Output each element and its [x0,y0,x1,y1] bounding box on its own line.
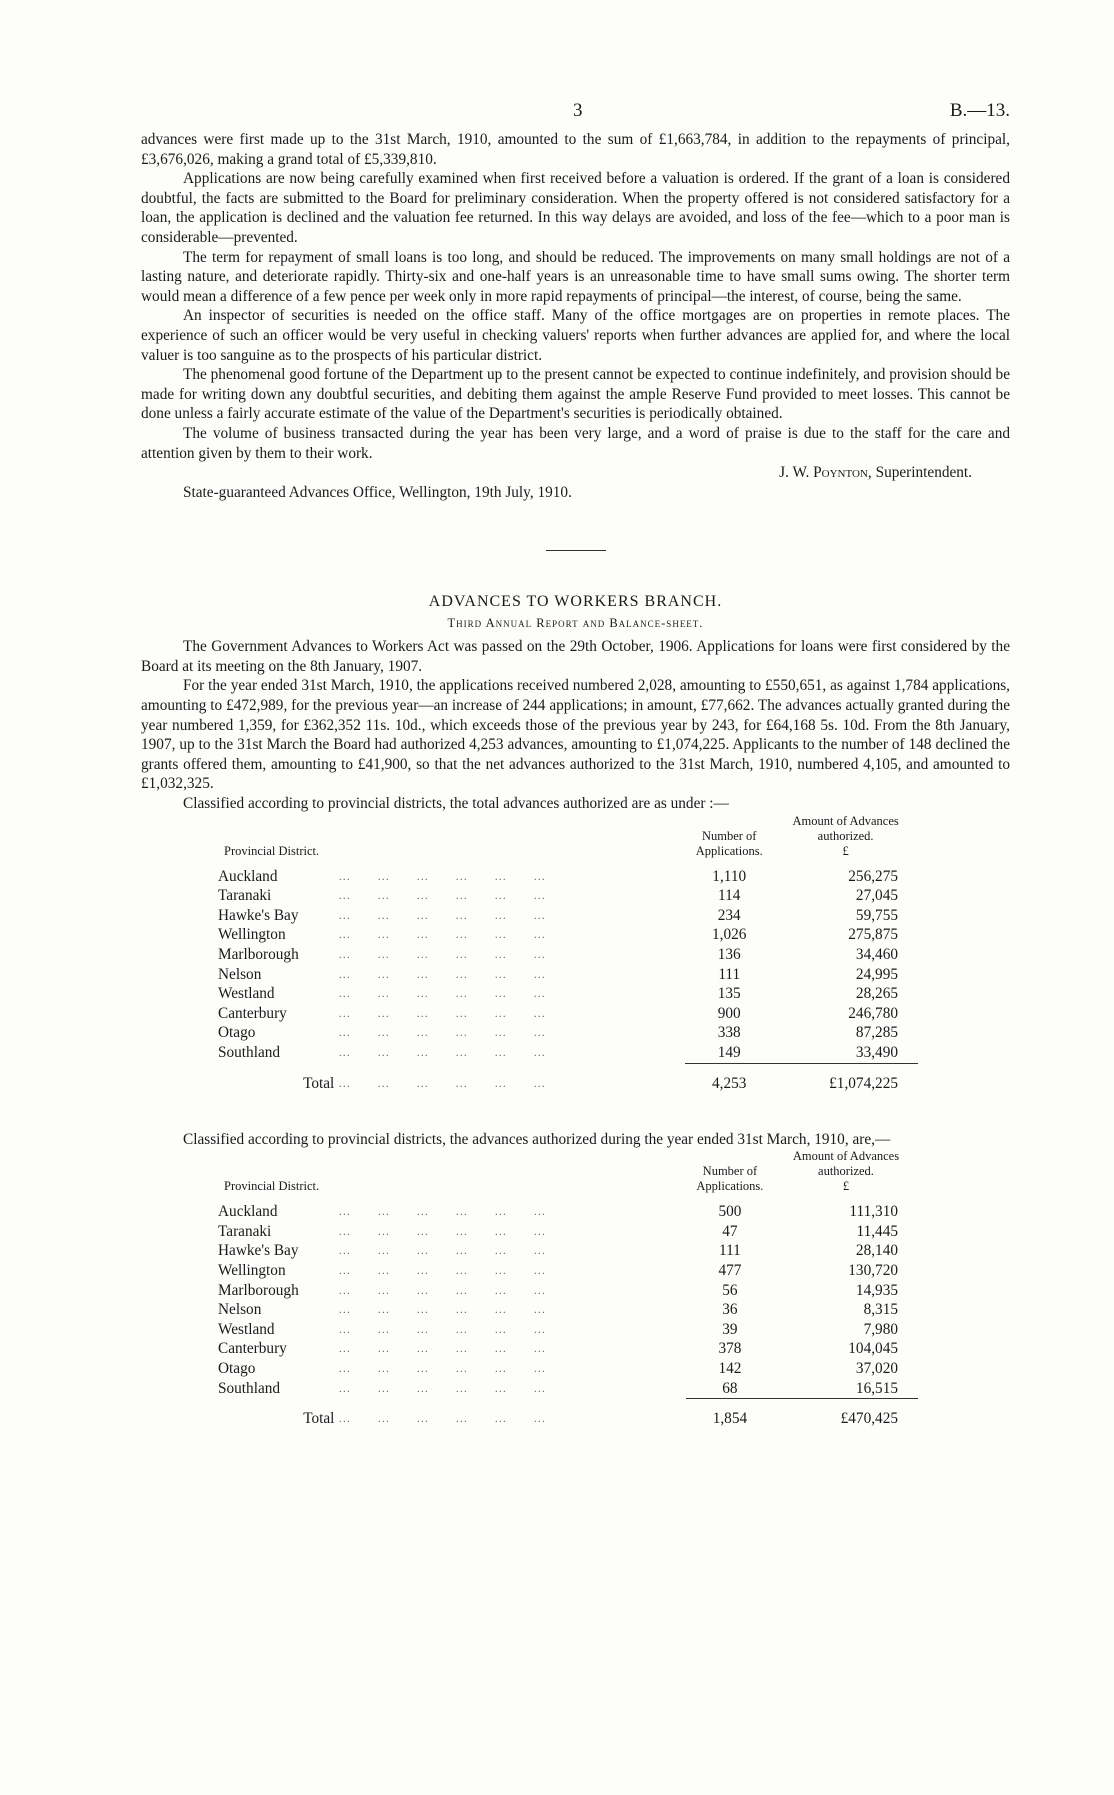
advance-amount: 130,720 [848,1261,898,1279]
paragraph: Applications are now being carefully examined when first received before a valuation is ordered. If the grant of a loan is considered doubtful, the facts are submitted to the Board for preliminary consideration. When the property offered is not considered satisfactory for a loan, the application is declined and the valuation fee returned. In this way delays are avoided, and loss of the fee—which to a poor man is considerable—prevented. [141,170,1010,246]
leader-dots: … … … … … … [338,1262,547,1277]
table-row [218,1379,918,1399]
table-row [218,1004,918,1024]
table-row [218,1222,918,1242]
district-name: Taranaki [218,1222,272,1240]
column-header-amount [774,1149,918,1202]
applications-count: 68 [722,1379,738,1397]
applications-count: 36 [722,1301,738,1319]
applications-count: 135 [717,985,741,1003]
applications-count: 1,110 [712,867,747,885]
district-name: Wellington [218,1261,286,1279]
paragraph: An inspector of securities is needed on the office staff. Many of the office mortgages are on properties in remote places. The experience of such an officer would be very useful in checking valuers' reports when further advances are applied for, and where the local valuer is too sanguine as to the prospects of his particular district. [141,307,1010,364]
table-row [218,906,918,926]
applications-count: 56 [722,1281,738,1299]
paragraph: Classified according to provincial districts, the total advances authorized are as under :— [183,795,729,813]
district-name: Canterbury [218,1340,287,1358]
leader-dots: … … … … … … [338,1380,547,1395]
signature [141,463,1010,483]
leader-dots: … … … … … … [338,1243,547,1258]
leader-dots: … … … … … … [338,1005,547,1020]
applications-count: 378 [718,1340,742,1358]
applications-count: 47 [722,1222,738,1240]
advance-amount: 59,755 [855,906,898,924]
table-row [218,1261,918,1281]
place-date: State-guaranteed Advances Office, Wellington, 19th July, 1910. [183,483,572,501]
paragraph: The Government Advances to Workers Act was passed on the 29th October, 1906. Applications for loans were first considered by the Board at its meeting on the 8th January, 1907. [141,638,1010,675]
applications-count: 1,026 [712,926,747,944]
advance-amount: 111,310 [849,1203,898,1221]
applications-count: 111 [718,965,741,983]
leader-dots: … … … … … … [338,1341,547,1356]
paragraph: The phenomenal good fortune of the Department up to the present cannot be expected to continue indefinitely, and provision should be made for writing down any doubtful securities, and debiting them against the ample Reserve Fund provided to meet losses. This cannot be done unless a fairly accurate estimate of the value of the Department's securities is periodically obtained. [141,366,1010,423]
leader-dots: … … … … … … [338,907,547,922]
leader-dots: … … … … … … [338,1075,547,1090]
district-name: Hawke's Bay [218,906,299,924]
district-name: Marlborough [218,946,299,963]
advance-amount: 33,490 [855,1043,898,1061]
document-page [141,100,1010,1431]
district-name: Westland [218,1320,275,1338]
advance-amount: 28,265 [855,985,898,1003]
total-amount: £470,425 [774,1399,918,1432]
leader-dots: … … … … … … [338,986,547,1001]
paragraph: The volume of business transacted during the year has been very large, and a word of praise is due to the staff for the care and attention given by them to their work. [141,424,1010,462]
table-row [218,984,918,1004]
amount-header-text: Amount of Advances authorized. [792,813,899,843]
applications-count: 338 [717,1024,741,1042]
page-number: 3 [573,100,583,121]
district-name: Nelson [218,1301,262,1319]
districts-year-table [218,1149,918,1431]
applications-count: 149 [717,1043,741,1061]
advance-amount: 275,875 [848,926,898,944]
advance-amount: 28,140 [855,1242,898,1260]
amount-unit: £ [842,843,849,858]
section-subtitle: Third Annual Report and Balance-sheet. [447,616,704,631]
advance-amount: 246,780 [848,1004,898,1022]
district-name: Otago [218,1024,256,1042]
districts-total-table [218,814,918,1096]
total-applications: 4,253 [685,1063,773,1096]
district-name: Southland [218,1044,281,1062]
district-name: Southland [218,1379,281,1397]
total-row [218,1063,918,1096]
advance-amount: 16,515 [855,1379,898,1397]
leader-dots: … … … … … … [338,966,547,981]
district-name: Taranaki [218,887,272,905]
table-row [218,965,918,985]
advance-amount: 8,315 [863,1301,898,1319]
table-row [218,1300,918,1320]
advance-amount: 27,045 [855,887,898,905]
district-name: Hawke's Bay [218,1242,299,1260]
district-name: Canterbury [218,1004,287,1022]
page-header [141,100,1010,130]
district-name: Auckland [218,1203,278,1221]
leader-dots: … … … … … … [338,1223,547,1238]
leader-dots: … … … … … … [338,1302,547,1317]
district-name: Wellington [218,926,286,944]
total-amount: £1,074,225 [773,1063,918,1096]
applications-count: 477 [718,1261,742,1279]
table-row [218,1281,918,1301]
section-title: ADVANCES TO WORKERS BRANCH. [428,593,723,611]
leader-dots: … … … … … … [338,1204,547,1219]
advance-amount: 24,995 [855,965,898,983]
column-header-applications: Number of Applications. [696,1164,764,1194]
leader-dots: … … … … … … [338,1360,547,1375]
leader-dots: … … … … … … [338,947,547,961]
total-row [218,1399,918,1432]
table-row [218,1023,918,1043]
paragraph: advances were first made up to the 31st March, 1910, amounted to the sum of £1,663,784, in addition to the repayments of principal, £3,676,026, making a grand total of £5,339,810. [141,131,1010,168]
applications-count: 39 [722,1320,738,1338]
table-row [218,1202,918,1222]
table-row [218,1339,918,1359]
advance-amount: 256,275 [848,867,898,885]
advance-amount: 14,935 [855,1281,898,1299]
leader-dots: … … … … … … [338,1045,547,1060]
applications-count: 900 [717,1004,741,1022]
applications-count: 136 [717,946,741,963]
advance-amount: 104,045 [848,1340,898,1358]
table-row [218,1043,918,1063]
table-row [218,945,918,965]
leader-dots: … … … … … … [338,927,547,942]
district-name: Westland [218,985,275,1003]
total-applications: 1,854 [686,1399,774,1432]
district-name: Marlborough [218,1281,299,1299]
document-reference: B.—13. [949,100,1010,121]
table-row [218,1359,918,1379]
district-name: Otago [218,1359,256,1377]
applications-count: 500 [718,1203,742,1221]
table-row [218,1241,918,1261]
applications-count: 114 [718,887,741,905]
column-header-amount [773,814,918,867]
table-row [218,867,918,887]
paragraph: Classified according to provincial districts, the advances authorized during the year ended 31st March, 1910, are,— [183,1130,891,1148]
table-row [218,886,918,906]
district-name: Auckland [218,867,278,885]
paragraph: For the year ended 31st March, 1910, the applications received numbered 2,028, amounting to £550,651, as against 1,784 applications, amounting to £472,989, for the previous year—an increase of 244 applications; in amount, £77,662. The advances actually granted during the year numbered 1,359, for £362,352 11s. 10d., which exceeds those of the previous year by 243, for £64,168 5s. 10d. From the 8th January, 1907, up to the 31st March the Board had authorized 4,253 advances, amounting to £1,074,225. Applicants to the number of 148 declined the grants offered them, amounting to £41,900, so that the net advances authorized to the 31st March, 1910, numbered 4,105, and amounted to £1,032,325. [141,677,1010,793]
paragraph: The term for repayment of small loans is too long, and should be reduced. The improvements on many small holdings are not of a lasting nature, and deteriorate rapidly. Thirty-six and one-half years is an unreasonable time to have small sums owing. The shorter term would mean a difference of a few pence per week only in more rapid repayments of principal—the interest, of course, being the same. [141,248,1010,305]
leader-dots: … … … … … … [338,888,547,903]
column-header-applications: Number of Applications. [695,828,763,858]
total-label: Total [303,1074,335,1092]
amount-unit: £ [842,1179,850,1194]
leader-dots: … … … … … … [338,868,547,883]
district-name: Nelson [218,965,262,983]
advance-amount: 11,445 [856,1222,898,1240]
leader-dots: … … … … … … [338,1025,547,1040]
advance-amount: 37,020 [855,1359,898,1377]
applications-count: 142 [718,1359,742,1377]
column-header-district: Provincial District. [224,1179,320,1194]
leader-dots: … … … … … … [338,1411,547,1426]
applications-count: 234 [717,906,741,924]
leader-dots: … … … … … … [338,1282,547,1297]
table-row [218,1320,918,1340]
advance-amount: 7,980 [863,1320,898,1338]
section-divider [546,550,606,551]
signatory-role: Superintendent. [875,464,972,482]
applications-count: 111 [719,1242,741,1260]
leader-dots: … … … … … … [338,1321,547,1336]
advance-amount: 34,460 [855,946,898,963]
column-header-district: Provincial District. [224,843,320,858]
table-row [218,925,918,945]
total-label: Total [303,1410,335,1428]
amount-header-text: Amount of Advances authorized. [792,1149,900,1179]
advance-amount: 87,285 [855,1024,898,1042]
signatory-name: J. W. Poynton, [779,464,872,482]
